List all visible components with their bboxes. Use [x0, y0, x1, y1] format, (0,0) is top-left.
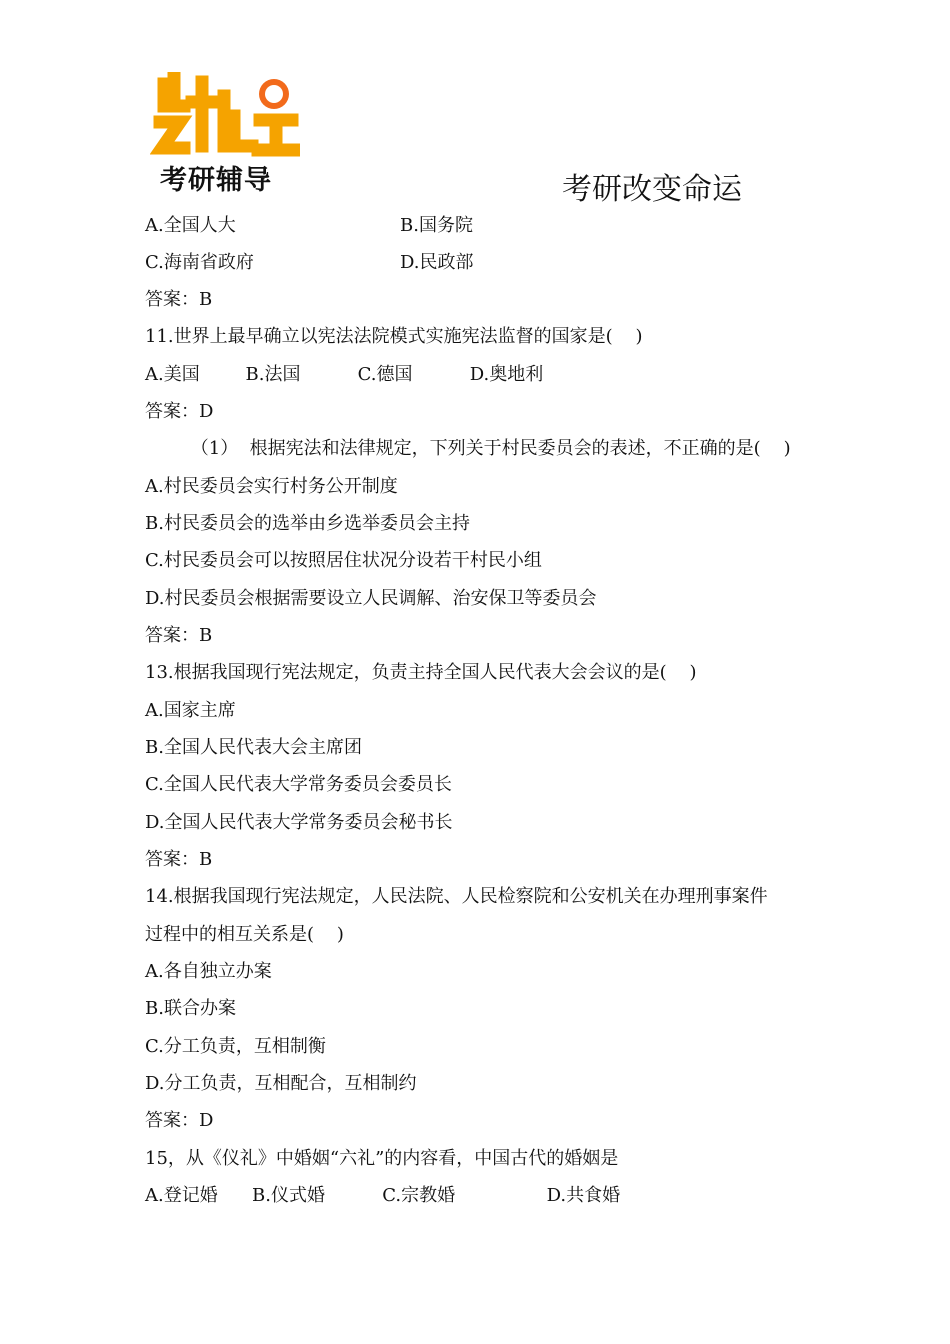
option-line: D.村民委员会根据需要设立人民调解、治安保卫等委员会 [145, 588, 597, 609]
options-line: A.美国 B.法国 C.德国 D.奥地利 [145, 364, 544, 385]
option-line: B.联合办案 [145, 998, 236, 1019]
option-line: B.村民委员会的选举由乡选举委员会主持 [145, 513, 470, 534]
question-line: 11.世界上最早确立以宪法法院模式实施宪法监督的国家是( ) [145, 326, 643, 347]
answer-line: 答案：D [145, 401, 214, 422]
option-left: A.全国人大 [145, 215, 236, 236]
brand-logo [150, 72, 300, 200]
option-line: C.全国人民代表大学常务委员会委员长 [145, 774, 452, 795]
question-line: 13.根据我国现行宪法规定，负责主持全国人民代表大会会议的是( ) [145, 662, 697, 683]
options-line: A.登记婚 B.仪式婚 C.宗教婚 D.共食婚 [145, 1185, 621, 1206]
option-left: C.海南省政府 [145, 252, 254, 273]
question-line: 15，从《仪礼》中婚姻“六礼”的内容看，中国古代的婚姻是 [145, 1148, 619, 1169]
answer-line: 答案：B [145, 289, 213, 310]
question-line: 过程中的相互关系是( ) [145, 924, 344, 945]
slogan: 考研改变命运 [562, 172, 742, 207]
answer-line: 答案：D [145, 1110, 214, 1131]
option-right: B.国务院 [400, 215, 473, 236]
question-line: 14.根据我国现行宪法规定，人民法院、人民检察院和公安机关在办理刑事案件 [145, 886, 768, 907]
option-line: C.村民委员会可以按照居住状况分设若干村民小组 [145, 550, 542, 571]
answer-line: 答案：B [145, 849, 213, 870]
option-line: A.国家主席 [145, 700, 236, 721]
brand-subtitle: 考研辅导 [160, 165, 272, 196]
option-line: D.全国人民代表大学常务委员会秘书长 [145, 812, 453, 833]
question-line: （1） 根据宪法和法律规定，下列关于村民委员会的表述，不正确的是( ) [145, 438, 791, 459]
answer-line: 答案：B [145, 625, 213, 646]
brand-logo-mark [150, 72, 300, 157]
option-line: A.村民委员会实行村务公开制度 [145, 476, 398, 497]
option-line: A.各自独立办案 [145, 961, 272, 982]
option-line: C.分工负责，互相制衡 [145, 1036, 326, 1057]
option-line: B.全国人民代表大会主席团 [145, 737, 362, 758]
option-row [145, 214, 473, 238]
option-row [145, 251, 474, 275]
option-line: D.分工负责，互相配合，互相制约 [145, 1073, 417, 1094]
option-right: D.民政部 [400, 252, 474, 273]
